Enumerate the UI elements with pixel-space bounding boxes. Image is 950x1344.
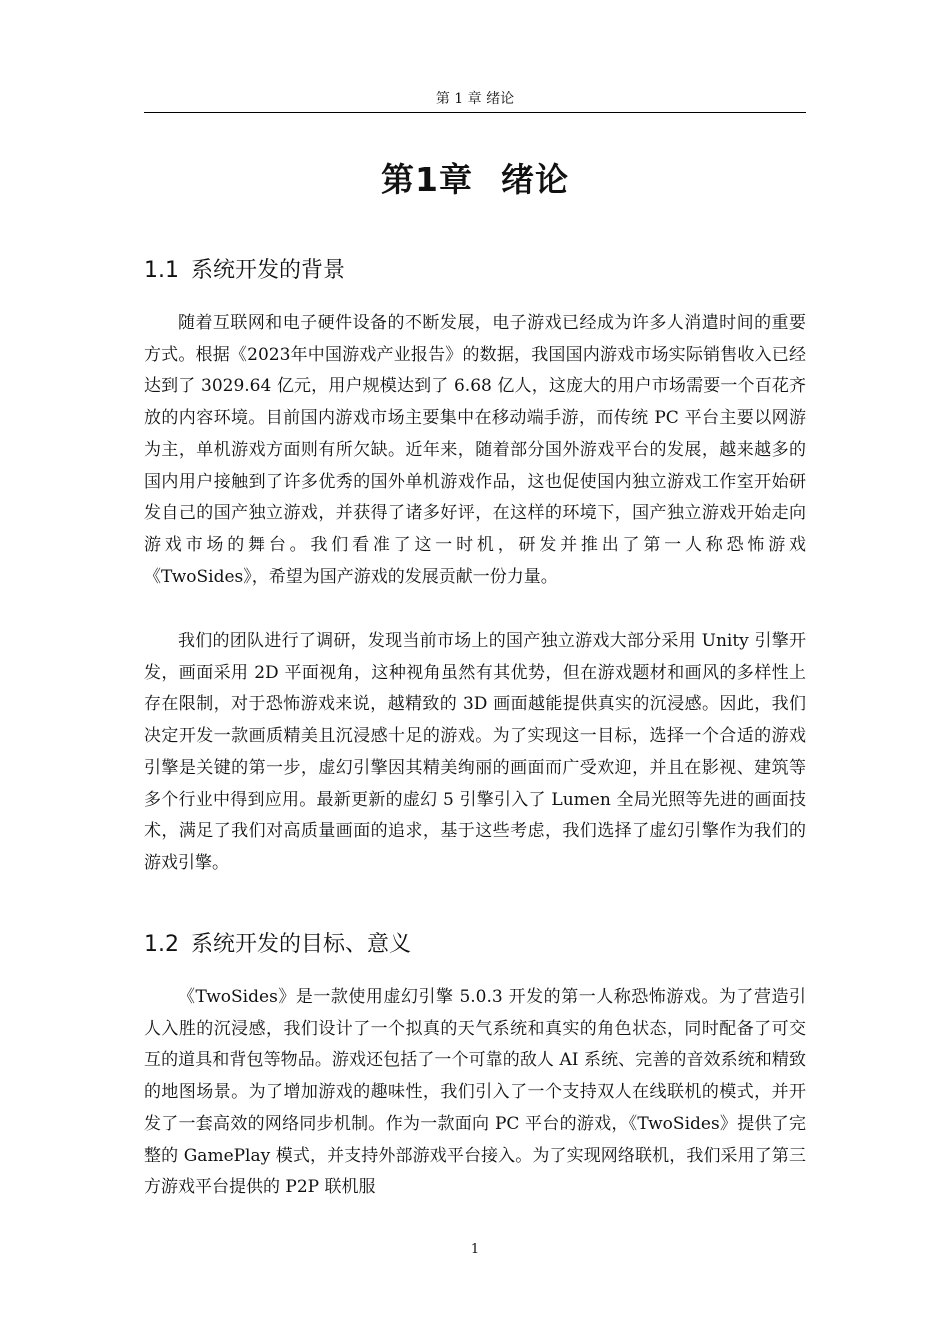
paragraph-1-2-a: 《TwoSides》是一款使用虚幻引擎 5.0.3 开发的第一人称恐怖游戏。为了营造引人入胜的沉浸感，我们设计了一个拟真的天气系统和真实的角色状态，同时配备了可交互的道具和背包等物品。游戏还包括了一个可靠的敌人 AI 系统、完善的音效系统和精致的地图场景。为了增加游戏的趣味性，我们引入了一个支持双人在线联机的模式，并开发了一套高效的网络同步机制。作为一款面向 PC 平台的游戏，《TwoSides》提供了完整的 GamePlay 模式，并支持外部游戏平台接入。为了实现网络联机，我们采用了第三方游戏平台提供的 P2P 联机服 xyxy=(144,987,806,1198)
paragraph-1-1-a: 随着互联网和电子硬件设备的不断发展，电子游戏已经成为许多人消遣时间的重要方式。根据《2023年中国游戏产业报告》的数据，我国国内游戏市场实际销售收入已经达到了 3029.64 亿元，用户规模达到了 6.68 亿人，这庞大的用户市场需要一个百花齐放的内容环境。目前国内游戏市场主要集中在移动端手游，而传统 PC 平台主要以网游为主，单机游戏方面则有所欠缺。近年来，随着部分国外游戏平台的发展，越来越多的国内用户接触到了许多优秀的国外单机游戏作品，这也促使国内独立游戏工作室开始研发自己的国产独立游戏，并获得了诸多好评，在这样的环境下，国产独立游戏开始走向游戏市场的舞台。我们看准了这一时机，研发并推出了第一人称恐怖游戏《TwoSides》，希望为国产游戏的发展贡献一份力量。 xyxy=(144,313,806,587)
section-number: 1.1 xyxy=(144,258,179,283)
paragraph-1-1-b: 我们的团队进行了调研，发现当前市场上的国产独立游戏大部分采用 Unity 引擎开发，画面采用 2D 平面视角，这种视角虽然有其优势，但在游戏题材和画风的多样性上存在限制，对于恐怖游戏来说，越精致的 3D 画面越能提供真实的沉浸感。因此，我们决定开发一款画质精美且沉浸感十足的游戏。为了实现这一目标，选择一个合适的游戏引擎是关键的第一步，虚幻引擎因其精美绚丽的画面而广受欢迎，并且在影视、建筑等多个行业中得到应用。最新更新的虚幻 5 引擎引入了 Lumen 全局光照等先进的画面技术，满足了我们对高质量画面的追求，基于这些考虑，我们选择了虚幻引擎作为我们的游戏引擎。 xyxy=(144,631,806,873)
chapter-label: 第1章 xyxy=(381,160,473,199)
section-title: 系统开发的目标、意义 xyxy=(191,932,412,957)
page-number: 1 xyxy=(470,1242,480,1257)
section-number: 1.2 xyxy=(144,932,179,957)
section-title: 系统开发的背景 xyxy=(191,258,346,283)
section-heading-1-1 xyxy=(144,256,806,286)
section-heading-1-2 xyxy=(144,930,806,960)
header-rule xyxy=(144,112,806,113)
running-header: 第 1 章 绪论 xyxy=(435,91,515,107)
chapter-name: 绪论 xyxy=(500,160,569,199)
chapter-title xyxy=(144,158,806,202)
